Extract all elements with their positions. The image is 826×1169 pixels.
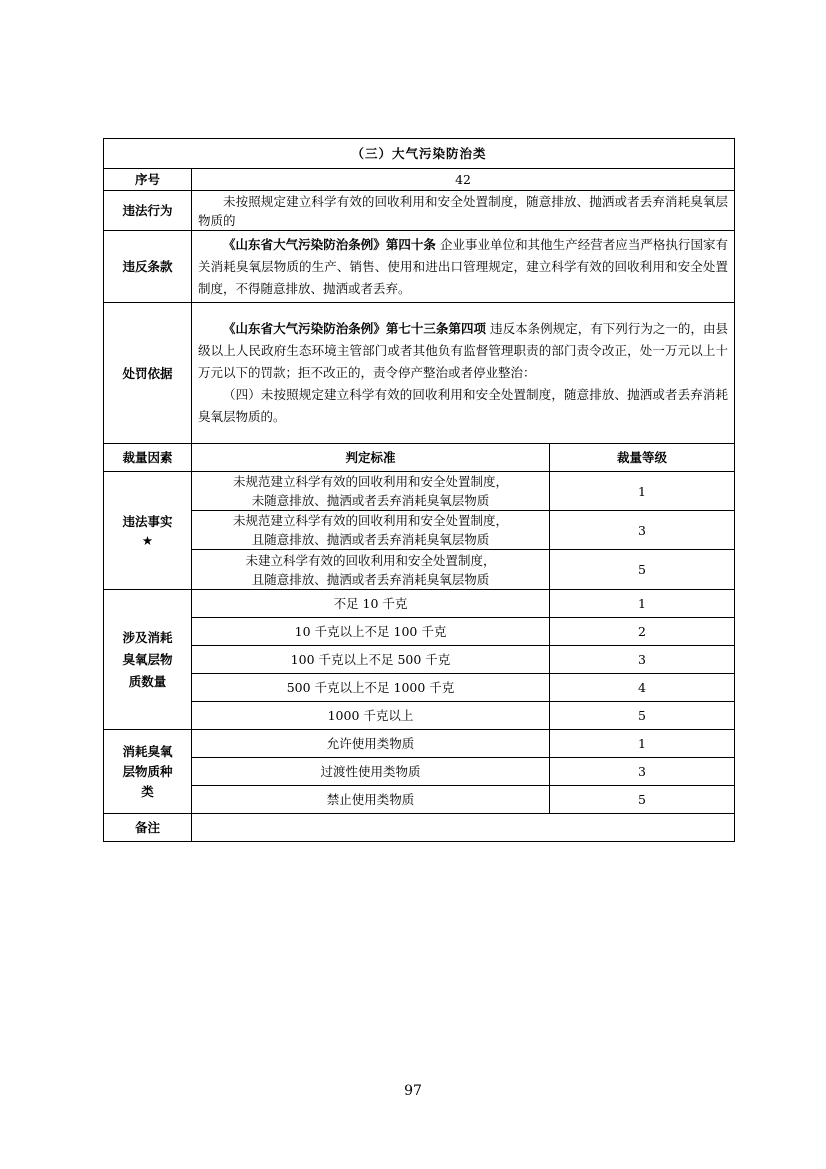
penalty-text-1: 违反本条例规定，有下列行为之一的，由县级以上人民政府生态环境主管部门或者其他负有监督管理职责的部门责令改正，处一万元以上十万元以下的罚款；拒不改正的，责令停产整治或者停业整治：	[198, 321, 729, 380]
type-grade-3: 5	[550, 786, 735, 814]
facts-grade-3: 5	[550, 550, 735, 590]
penalty-cell	[192, 303, 735, 444]
remark-value	[192, 814, 735, 842]
facts-standard-3-line1: 未建立科学有效的回收利用和安全处置制度，	[245, 552, 496, 568]
facts-grade-2: 3	[550, 511, 735, 550]
facts-standard-3-line2: 且随意排放、抛洒或者丢弃消耗臭氧层物质	[251, 571, 490, 587]
discretion-table	[103, 138, 735, 842]
violation-text: 未按照规定建立科学有效的回收利用和安全处置制度，随意排放、抛洒或者丢弃消耗臭氧层物质的	[198, 193, 729, 228]
facts-label: 违法事实	[122, 513, 173, 529]
penalty-paragraph-1	[198, 318, 728, 384]
table-title: （三）大气污染防治类	[104, 139, 735, 169]
type-grade-2: 3	[550, 758, 735, 786]
facts-grade-1: 1	[550, 472, 735, 511]
quantity-label-cell	[104, 590, 192, 730]
remark-label: 备注	[104, 814, 192, 842]
facts-standard-1-line1: 未规范建立科学有效的回收利用和安全处置制度，	[232, 474, 508, 489]
serial-value: 42	[192, 169, 735, 191]
star-icon: ★	[141, 532, 154, 548]
facts-standard-2	[192, 511, 550, 550]
type-label-line3: 类	[141, 783, 154, 799]
penalty-law-title: 《山东省大气污染防治条例》第七十三条第四项	[223, 321, 487, 336]
clause-law-title: 《山东省大气污染防治条例》第四十条	[223, 236, 436, 252]
type-label-line1: 消耗臭氧	[122, 743, 173, 759]
penalty-label: 处罚依据	[104, 303, 192, 444]
clause-label: 违反条款	[104, 231, 192, 303]
violation-cell	[192, 191, 735, 231]
facts-standard-1-line2: 未随意排放、抛洒或者丢弃消耗臭氧层物质	[251, 493, 490, 508]
penalty-paragraph-2: （四）未按照规定建立科学有效的回收利用和安全处置制度，随意排放、抛洒或者丢弃消耗臭氧层物质的。	[198, 387, 729, 424]
facts-standard-2-line1: 未规范建立科学有效的回收利用和安全处置制度，	[232, 513, 508, 528]
quantity-label-line2: 臭氧层物	[122, 651, 173, 667]
quantity-grade-2: 2	[550, 618, 735, 646]
page-number: 97	[404, 1083, 422, 1099]
quantity-grade-3: 3	[550, 646, 735, 674]
quantity-standard-4: 500 千克以上不足 1000 千克	[192, 674, 550, 702]
quantity-grade-5: 5	[550, 702, 735, 730]
clause-paragraph	[198, 234, 728, 300]
type-label-cell	[104, 730, 192, 814]
type-standard-2: 过渡性使用类物质	[192, 758, 550, 786]
quantity-label-line3: 质数量	[128, 673, 167, 689]
serial-label: 序号	[104, 169, 192, 191]
header-standard: 判定标准	[192, 444, 550, 472]
quantity-grade-1: 1	[550, 590, 735, 618]
quantity-standard-1: 不足 10 千克	[192, 590, 550, 618]
type-label-line2: 层物质种	[122, 763, 173, 779]
quantity-standard-2: 10 千克以上不足 100 千克	[192, 618, 550, 646]
facts-label-cell	[104, 472, 192, 590]
facts-standard-1	[192, 472, 550, 511]
header-grade: 裁量等级	[550, 444, 735, 472]
type-standard-1: 允许使用类物质	[192, 730, 550, 758]
facts-standard-2-line2: 且随意排放、抛洒或者丢弃消耗臭氧层物质	[251, 532, 490, 547]
type-standard-3: 禁止使用类物质	[192, 786, 550, 814]
facts-standard-3	[192, 550, 550, 590]
quantity-grade-4: 4	[550, 674, 735, 702]
quantity-standard-5: 1000 千克以上	[192, 702, 550, 730]
violation-label: 违法行为	[104, 191, 192, 231]
clause-text: 企业事业单位和其他生产经营者应当严格执行国家有关消耗臭氧层物质的生产、销售、使用和进出口管理规定，建立科学有效的回收利用和安全处置制度，不得随意排放、抛洒或者丢弃。	[198, 236, 729, 296]
quantity-label-line1: 涉及消耗	[122, 629, 173, 645]
quantity-standard-3: 100 千克以上不足 500 千克	[192, 646, 550, 674]
type-grade-1: 1	[550, 730, 735, 758]
header-factor: 裁量因素	[104, 444, 192, 472]
clause-cell	[192, 231, 735, 303]
